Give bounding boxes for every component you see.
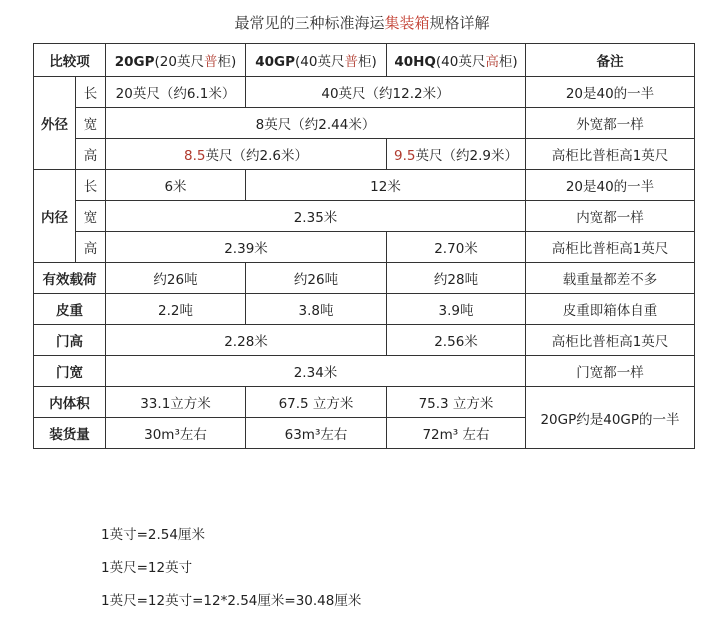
inner-height-gp: 2.39米 xyxy=(106,232,387,263)
payload-40hq: 约28吨 xyxy=(387,263,526,294)
volume-40gp: 67.5 立方米 xyxy=(246,387,387,418)
payload-label: 有效载荷 xyxy=(34,263,106,294)
header-note: 备注 xyxy=(526,44,695,77)
tare-40gp: 3.8吨 xyxy=(246,294,387,325)
capacity-40hq: 72m³ 左右 xyxy=(387,418,526,449)
inner-width-row xyxy=(34,201,695,232)
volume-20gp: 33.1立方米 xyxy=(106,387,246,418)
title-highlight: 集装箱 xyxy=(384,14,430,32)
title-text-end: 规格详解 xyxy=(429,14,490,32)
volume-label: 内体积 xyxy=(34,387,106,418)
page-title xyxy=(0,12,724,33)
outer-label: 外径 xyxy=(34,77,76,170)
conversion-foot: 1英尺=12英寸 xyxy=(101,560,193,576)
inner-width-label: 宽 xyxy=(76,201,106,232)
capacity-40gp: 63m³左右 xyxy=(246,418,387,449)
tare-label: 皮重 xyxy=(34,294,106,325)
tare-row xyxy=(34,294,695,325)
door-height-note: 高柜比普柜高1英尺 xyxy=(526,325,695,356)
volume-note: 20GP约是40GP的一半 xyxy=(526,387,695,449)
door-height-label: 门高 xyxy=(34,325,106,356)
inner-width-value: 2.35米 xyxy=(106,201,526,232)
payload-20gp: 约26吨 xyxy=(106,263,246,294)
door-height-hq: 2.56米 xyxy=(387,325,526,356)
capacity-label: 装货量 xyxy=(34,418,106,449)
header-40gp: 40GP(40英尺普柜) xyxy=(246,44,387,77)
outer-height-hq: 9.5英尺（约2.9米） xyxy=(387,139,526,170)
capacity-20gp: 30m³左右 xyxy=(106,418,246,449)
container-spec-table xyxy=(33,43,695,449)
inner-height-hq: 2.70米 xyxy=(387,232,526,263)
outer-length-40: 40英尺（约12.2米） xyxy=(246,77,526,108)
inner-length-note: 20是40的一半 xyxy=(526,170,695,201)
outer-length-20: 20英尺（约6.1米） xyxy=(106,77,246,108)
payload-40gp: 约26吨 xyxy=(246,263,387,294)
inner-height-row xyxy=(34,232,695,263)
door-width-label: 门宽 xyxy=(34,356,106,387)
header-20gp: 20GP(20英尺普柜) xyxy=(106,44,246,77)
inner-length-40: 12米 xyxy=(246,170,526,201)
conversion-foot-cm: 1英尺=12英寸=12*2.54厘米=30.48厘米 xyxy=(101,593,362,609)
outer-length-note: 20是40的一半 xyxy=(526,77,695,108)
tare-40hq: 3.9吨 xyxy=(387,294,526,325)
outer-width-value: 8英尺（约2.44米） xyxy=(106,108,526,139)
payload-note: 载重量都差不多 xyxy=(526,263,695,294)
volume-row xyxy=(34,387,695,418)
header-compare: 比较项 xyxy=(34,44,106,77)
outer-width-label: 宽 xyxy=(76,108,106,139)
title-text: 最常见的三种标准海运 xyxy=(234,14,385,32)
door-height-gp: 2.28米 xyxy=(106,325,387,356)
volume-40hq: 75.3 立方米 xyxy=(387,387,526,418)
door-width-row xyxy=(34,356,695,387)
outer-width-note: 外宽都一样 xyxy=(526,108,695,139)
outer-height-row xyxy=(34,139,695,170)
conversion-inch: 1英寸=2.54厘米 xyxy=(101,527,205,543)
inner-width-note: 内宽都一样 xyxy=(526,201,695,232)
outer-length-row xyxy=(34,77,695,108)
door-width-note: 门宽都一样 xyxy=(526,356,695,387)
outer-height-label: 高 xyxy=(76,139,106,170)
outer-width-row xyxy=(34,108,695,139)
inner-length-label: 长 xyxy=(76,170,106,201)
inner-length-20: 6米 xyxy=(106,170,246,201)
inner-height-label: 高 xyxy=(76,232,106,263)
outer-height-gp: 8.5英尺（约2.6米） xyxy=(106,139,387,170)
outer-height-note: 高柜比普柜高1英尺 xyxy=(526,139,695,170)
inner-length-row xyxy=(34,170,695,201)
tare-note: 皮重即箱体自重 xyxy=(526,294,695,325)
outer-length-label: 长 xyxy=(76,77,106,108)
door-height-row xyxy=(34,325,695,356)
payload-row xyxy=(34,263,695,294)
inner-label: 内径 xyxy=(34,170,76,263)
door-width-value: 2.34米 xyxy=(106,356,526,387)
inner-height-note: 高柜比普柜高1英尺 xyxy=(526,232,695,263)
tare-20gp: 2.2吨 xyxy=(106,294,246,325)
header-row xyxy=(34,44,695,77)
header-40hq: 40HQ(40英尺高柜) xyxy=(387,44,526,77)
